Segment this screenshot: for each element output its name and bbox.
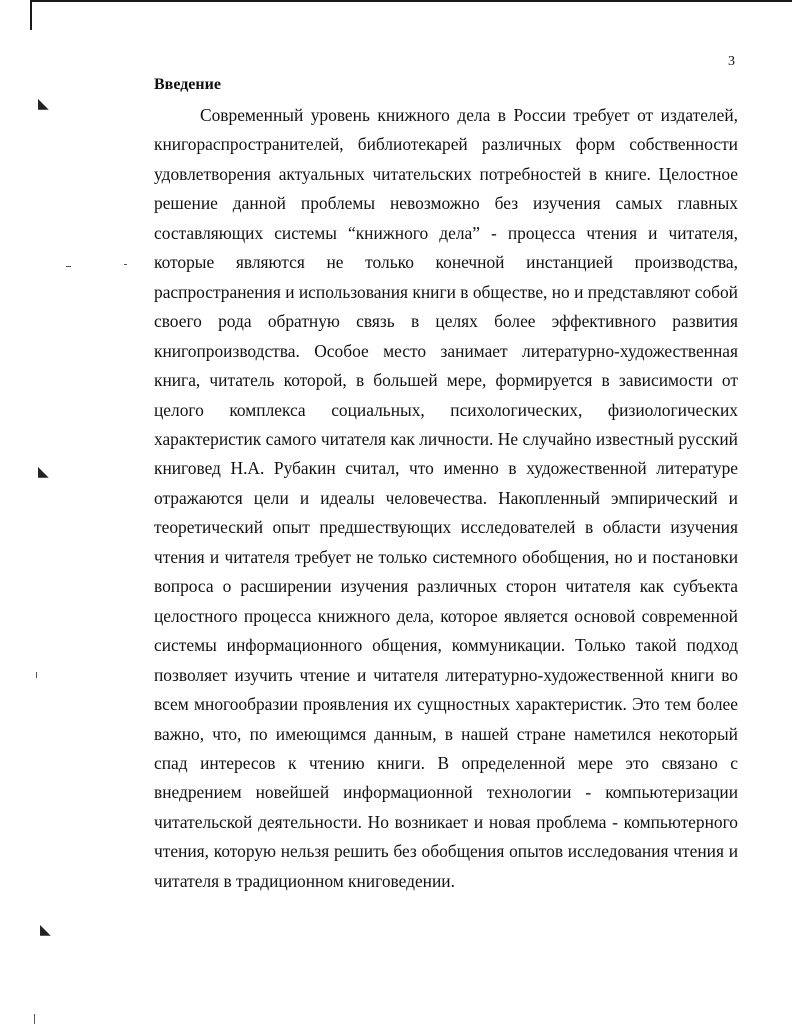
scan-border-left (30, 0, 32, 30)
binding-hole-mark-middle: ◣ (38, 465, 49, 480)
scan-border-top (30, 0, 792, 2)
body-paragraph: Современный уровень книжного дела в России требует от издателей, книгораспространителей, библиотекарей различных форм собственности удовлетворения актуальных читательских потребностей в книге. Целостное решение данной проблемы невозможно без изучения самых главных составляющих системы “книжного дела” - процесса чтения и читателя, которые являются не только конечной инстанцией производства, распространения и использования книги в обществе, но и представляют собой своего рода обратную связь в целях более эффективного развития книгопроизводства. Особое место занимает литературно-художественная книга, читатель которой, в большей мере, формируется в зависимости от целого комплекса социальных, психологических, физиологических характеристик самого читателя как личности. Не случайно известный русский книговед Н.А. Рубакин считал, что именно в художественной литературе отражаются цели и идеалы человечества. Накопленный эмпирический и теоретический опыт предшествующих исследователей в области изучения чтения и читателя требует не только системного обобщения, но и постановки вопроса о расширении изучения различных сторон читателя как субъекта целостного процесса книжного дела, которое является основой современной системы информационного общения, коммуникации. Только такой подход позволяет изучить чтение и читателя литературно-художественной книги во всем многообразии проявления их сущностных характеристик. Это тем более важно, что, по имеющимся данным, в нашей стране наметился некоторый спад интересов к чтению книги. В определенной мере это связано с внедрением новейшей информационной технологии - компьютеризации читательской деятельности. Но возникает и новая проблема - компьютерного чтения, которую нельзя решить без обобщения опытов исследования чтения и читателя в традиционном книговедении. (154, 105, 738, 891)
binding-hole-mark-top: ◣ (38, 97, 49, 112)
scan-speck (124, 264, 127, 265)
section-heading: Введение (154, 76, 221, 93)
scan-speck (66, 266, 71, 267)
binding-hole-mark-bottom: ◣ (40, 923, 51, 938)
page-number: 3 (728, 54, 735, 69)
scan-speck (34, 1014, 35, 1024)
scan-speck (36, 672, 37, 678)
